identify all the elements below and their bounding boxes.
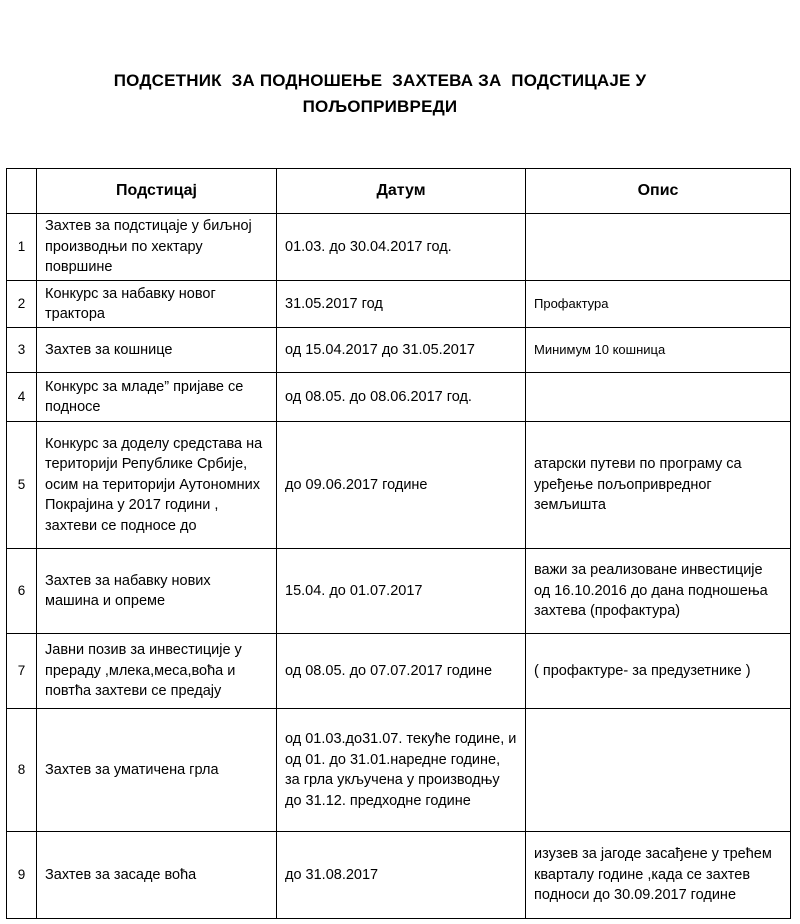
row-number: 3 bbox=[7, 328, 37, 373]
table-row bbox=[7, 709, 791, 832]
table-row bbox=[7, 281, 791, 328]
header-number bbox=[7, 169, 37, 214]
cell-datum: 01.03. до 30.04.2017 год. bbox=[277, 214, 526, 281]
cell-podsticaj: Конкурс за доделу средстава на територији Републике Србије, осим на територији Аутономних Покрајина у 2017 години , захтеви се подносе до bbox=[37, 422, 277, 549]
cell-datum: до 31.08.2017 bbox=[277, 832, 526, 919]
table-row bbox=[7, 373, 791, 422]
cell-opis: Минимум 10 кошница bbox=[526, 328, 791, 373]
row-number: 8 bbox=[7, 709, 37, 832]
cell-opis: ( профактуре- за предузетнике ) bbox=[526, 634, 791, 709]
cell-opis bbox=[526, 709, 791, 832]
cell-datum: до 09.06.2017 године bbox=[277, 422, 526, 549]
table-row bbox=[7, 549, 791, 634]
header-opis: Опис bbox=[526, 169, 791, 214]
table-row bbox=[7, 328, 791, 373]
cell-podsticaj: Захтев за подстицаје у биљној производњи по хектару површине bbox=[37, 214, 277, 281]
cell-opis: важи за реализоване инвестиције од 16.10.2016 до дана подношења захтева (профактура) bbox=[526, 549, 791, 634]
cell-opis: атарски путеви по програму са уређење пољопривредног земљишта bbox=[526, 422, 791, 549]
cell-datum: од 15.04.2017 до 31.05.2017 bbox=[277, 328, 526, 373]
header-datum: Датум bbox=[277, 169, 526, 214]
cell-podsticaj: Захтев за набавку нових машина и опреме bbox=[37, 549, 277, 634]
cell-opis bbox=[526, 373, 791, 422]
row-number: 1 bbox=[7, 214, 37, 281]
title-line-1: ПОДСЕТНИК ЗА ПОДНОШЕЊЕ ЗАХТЕВА ЗА ПОДСТИЦАЈЕ У bbox=[113, 71, 647, 90]
row-number: 4 bbox=[7, 373, 37, 422]
row-number: 6 bbox=[7, 549, 37, 634]
cell-opis bbox=[526, 214, 791, 281]
row-number: 9 bbox=[7, 832, 37, 919]
cell-podsticaj: Захтев за засаде воћа bbox=[37, 832, 277, 919]
table-row bbox=[7, 422, 791, 549]
title-line-2: ПОЉОПРИВРЕДИ bbox=[302, 97, 458, 116]
cell-datum: 31.05.2017 год bbox=[277, 281, 526, 328]
cell-opis: Профактура bbox=[526, 281, 791, 328]
cell-podsticaj: Конкурс за набавку новог трактора bbox=[37, 281, 277, 328]
cell-datum: 15.04. до 01.07.2017 bbox=[277, 549, 526, 634]
header-podsticaj: Подстицај bbox=[37, 169, 277, 214]
table-row bbox=[7, 214, 791, 281]
cell-datum: од 08.05. до 07.07.2017 године bbox=[277, 634, 526, 709]
cell-datum: од 01.03.до31.07. текуће године, и од 01. до 31.01.наредне године, за грла укључена у производњу до 31.12. предходне године bbox=[277, 709, 526, 832]
row-number: 2 bbox=[7, 281, 37, 328]
table-header-row bbox=[7, 169, 791, 214]
row-number: 5 bbox=[7, 422, 37, 549]
table-row bbox=[7, 634, 791, 709]
document-title bbox=[0, 68, 760, 120]
cell-podsticaj: Јавни позив за инвестиције у прераду ,млека,меса,воћа и повтћа захтеви се предају bbox=[37, 634, 277, 709]
cell-podsticaj: Захтев за кошнице bbox=[37, 328, 277, 373]
cell-opis: изузев за јагоде засађене у трећем кварталу године ,када се захтев подноси до 30.09.2017 године bbox=[526, 832, 791, 919]
cell-podsticaj: Конкурс за младе” пријаве се подносе bbox=[37, 373, 277, 422]
table-row bbox=[7, 832, 791, 919]
row-number: 7 bbox=[7, 634, 37, 709]
cell-podsticaj: Захтев за уматичена грла bbox=[37, 709, 277, 832]
cell-datum: од 08.05. до 08.06.2017 год. bbox=[277, 373, 526, 422]
deadlines-table bbox=[6, 168, 791, 919]
